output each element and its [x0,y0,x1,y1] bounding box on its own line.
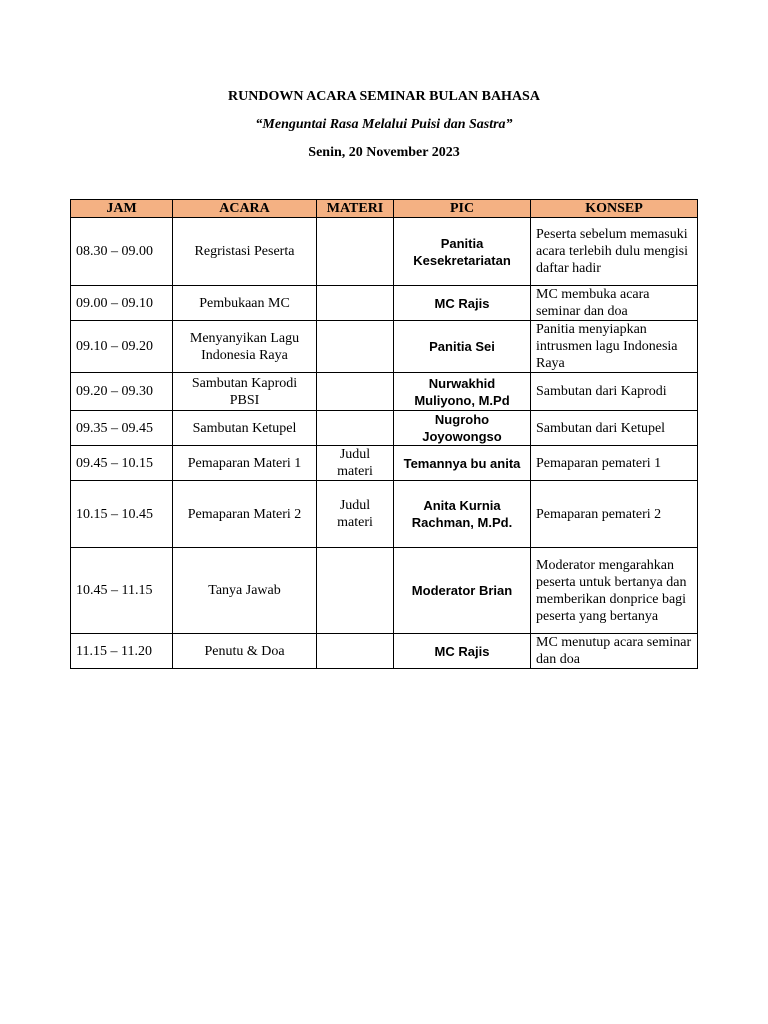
table-row [71,286,698,321]
cell-konsep: Moderator mengarahkan peserta untuk bertanya dan memberikan donprice bagi peserta yang bertanya [531,548,698,634]
cell-acara: Pemaparan Materi 2 [173,481,317,548]
cell-acara: Regristasi Peserta [173,218,317,286]
cell-acara: Menyanyikan Lagu Indonesia Raya [173,321,317,373]
cell-konsep: Sambutan dari Kaprodi [531,373,698,411]
header-materi: MATERI [317,200,394,218]
cell-acara: Penutu & Doa [173,634,317,669]
cell-konsep: Sambutan dari Ketupel [531,411,698,446]
cell-jam: 10.45 – 11.15 [71,548,173,634]
table-row [71,373,698,411]
table-row [71,634,698,669]
cell-konsep: Pemaparan pemateri 1 [531,446,698,481]
cell-acara: Pembukaan MC [173,286,317,321]
header-acara: ACARA [173,200,317,218]
header-row [71,200,698,218]
cell-konsep: Pemaparan pemateri 2 [531,481,698,548]
cell-pic: Moderator Brian [394,548,531,634]
cell-acara: Sambutan Kaprodi PBSI [173,373,317,411]
header-jam: JAM [71,200,173,218]
table-row [71,411,698,446]
header-konsep: KONSEP [531,200,698,218]
table-row [71,321,698,373]
table-header [71,200,698,218]
cell-pic: MC Rajis [394,634,531,669]
cell-jam: 09.10 – 09.20 [71,321,173,373]
cell-jam: 08.30 – 09.00 [71,218,173,286]
cell-acara: Pemaparan Materi 1 [173,446,317,481]
table-row [71,218,698,286]
cell-materi [317,411,394,446]
header-pic: PIC [394,200,531,218]
cell-pic: Nurwakhid Muliyono, M.Pd [394,373,531,411]
cell-pic: Panitia Sei [394,321,531,373]
cell-jam: 10.15 – 10.45 [71,481,173,548]
cell-jam: 09.45 – 10.15 [71,446,173,481]
cell-pic: Temannya bu anita [394,446,531,481]
table-row [71,481,698,548]
cell-materi [317,548,394,634]
rundown-table [70,199,698,669]
cell-materi [317,373,394,411]
cell-pic: Panitia Kesekretariatan [394,218,531,286]
cell-jam: 11.15 – 11.20 [71,634,173,669]
table-row [71,446,698,481]
cell-acara: Tanya Jawab [173,548,317,634]
cell-jam: 09.35 – 09.45 [71,411,173,446]
cell-jam: 09.20 – 09.30 [71,373,173,411]
cell-materi: Judul materi [317,446,394,481]
cell-pic: Nugroho Joyowongso [394,411,531,446]
cell-konsep: MC menutup acara seminar dan doa [531,634,698,669]
cell-konsep: Panitia menyiapkan intrusmen lagu Indonesia Raya [531,321,698,373]
cell-konsep: Peserta sebelum memasuki acara terlebih dulu mengisi daftar hadir [531,218,698,286]
cell-jam: 09.00 – 09.10 [71,286,173,321]
cell-materi [317,218,394,286]
document-date: Senin, 20 November 2023 [308,145,460,160]
cell-materi: Judul materi [317,481,394,548]
cell-pic: Anita Kurnia Rachman, M.Pd. [394,481,531,548]
cell-materi [317,634,394,669]
cell-pic: MC Rajis [394,286,531,321]
table-body [71,218,698,669]
cell-konsep: MC membuka acara seminar dan doa [531,286,698,321]
document-title: RUNDOWN ACARA SEMINAR BULAN BAHASA [228,89,540,104]
document-subtitle: “Menguntai Rasa Melalui Puisi dan Sastra” [255,117,513,132]
table-row [71,548,698,634]
cell-acara: Sambutan Ketupel [173,411,317,446]
cell-materi [317,321,394,373]
cell-materi [317,286,394,321]
